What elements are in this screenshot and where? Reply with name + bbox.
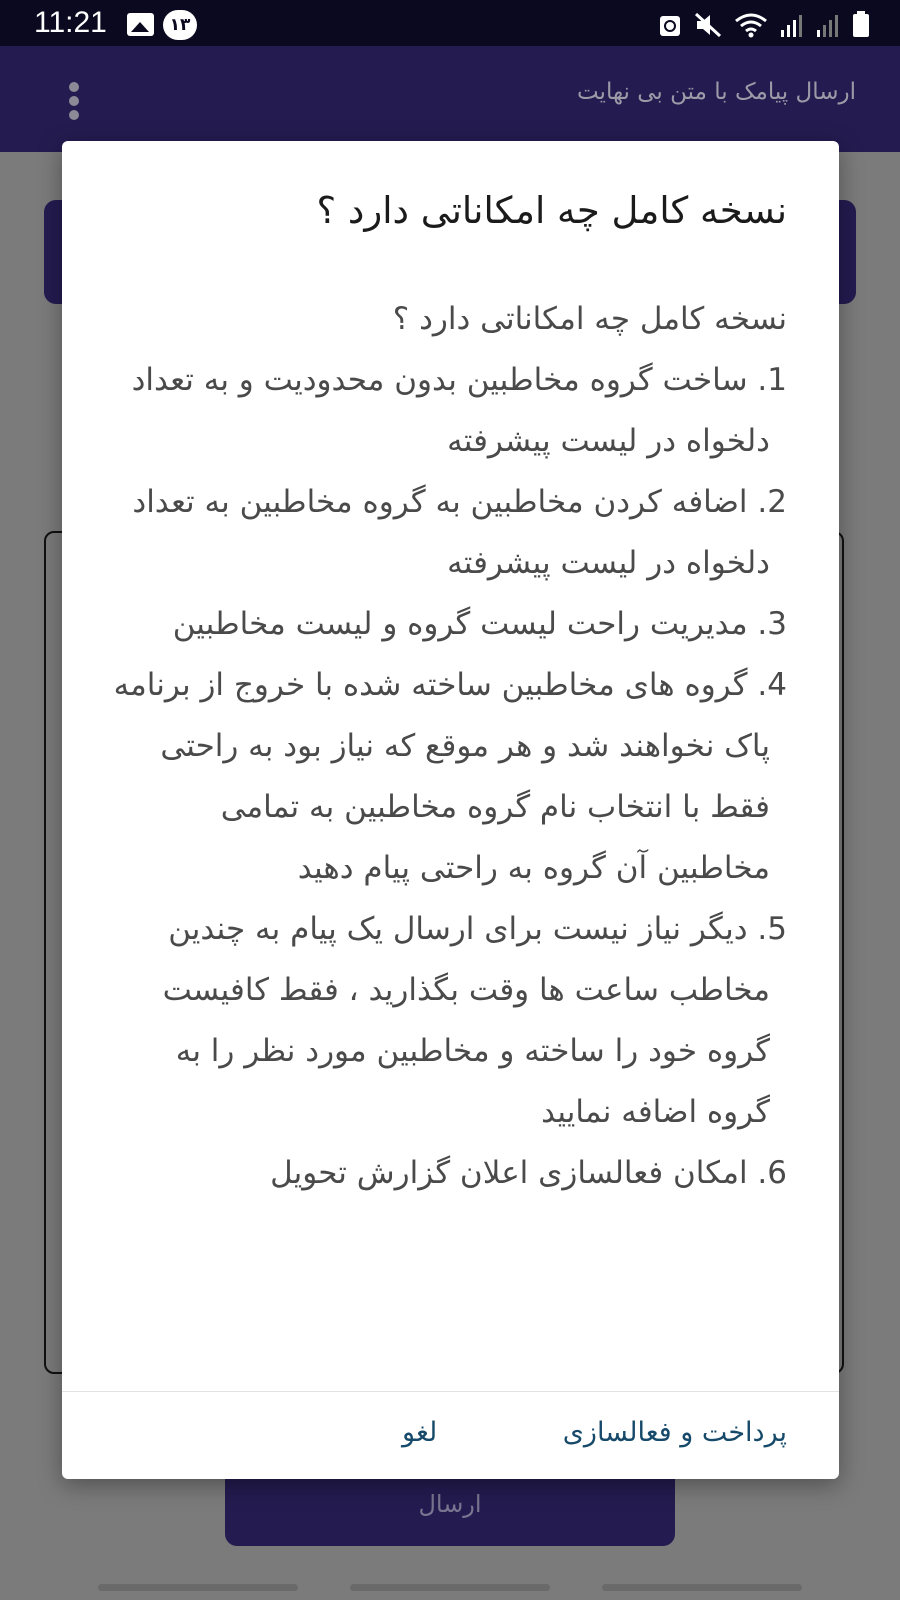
more-options-icon[interactable] [66, 82, 82, 124]
app-bar [0, 46, 900, 152]
status-time: 11:21 [34, 6, 107, 39]
signal-icon [816, 12, 840, 38]
dialog-title: نسخه کامل چه امکاناتی دارد ؟ [316, 189, 787, 232]
feature-item: 5. دیگر نیاز نیست برای ارسال یک پیام به چندین مخاطب ساعت ها وقت بگذارید ، فقط کافیست گروه خود را ساخته و مخاطبین مورد نظر را به گروه اضافه نمایید [162, 911, 787, 1130]
nav-recent-apps[interactable] [98, 1584, 298, 1591]
feature-item: 1. ساخت گروه مخاطبین بدون محدودیت و به تعداد دلخواه در لیست پیشرفته [131, 362, 787, 459]
gallery-icon [127, 13, 154, 36]
battery-icon [852, 10, 870, 38]
pay-and-activate-button[interactable]: پرداخت و فعالسازی [562, 1417, 787, 1448]
mute-icon [694, 12, 722, 38]
send-button: ارسال [225, 1440, 675, 1546]
signal-icon [780, 12, 804, 38]
feature-item: 6. امکان فعالسازی اعلان گزارش تحویل [270, 1155, 787, 1191]
full-version-dialog [62, 141, 839, 1479]
dialog-message [107, 289, 787, 1204]
feature-item: 4. گروه های مخاطبین ساخته شده با خروج از برنامه پاک نخواهند شد و هر موقع که نیاز بود به راحتی فقط با انتخاب نام گروه مخاطبین به تمامی مخاطبین آن گروه به راحتی پیام دهید [113, 667, 787, 886]
notification-count-badge: ١٣ [163, 10, 197, 40]
status-bar [0, 0, 900, 46]
dialog-intro: نسخه کامل چه امکاناتی دارد ؟ [392, 301, 787, 337]
recycle-icon [658, 12, 682, 38]
dialog-actions [62, 1391, 839, 1479]
nav-back[interactable] [602, 1584, 802, 1591]
feature-item: 2. اضافه کردن مخاطبین به گروه مخاطبین به تعداد دلخواه در لیست پیشرفته [132, 484, 787, 581]
navigation-bar [0, 1580, 900, 1600]
nav-home[interactable] [350, 1584, 550, 1591]
app-title: ارسال پیامک با متن بی نهایت [576, 79, 856, 105]
cancel-button[interactable]: لغو [402, 1417, 438, 1448]
status-icons [658, 10, 870, 38]
feature-item: 3. مدیریت راحت لیست گروه و لیست مخاطبین [172, 606, 787, 642]
wifi-icon [734, 12, 768, 38]
